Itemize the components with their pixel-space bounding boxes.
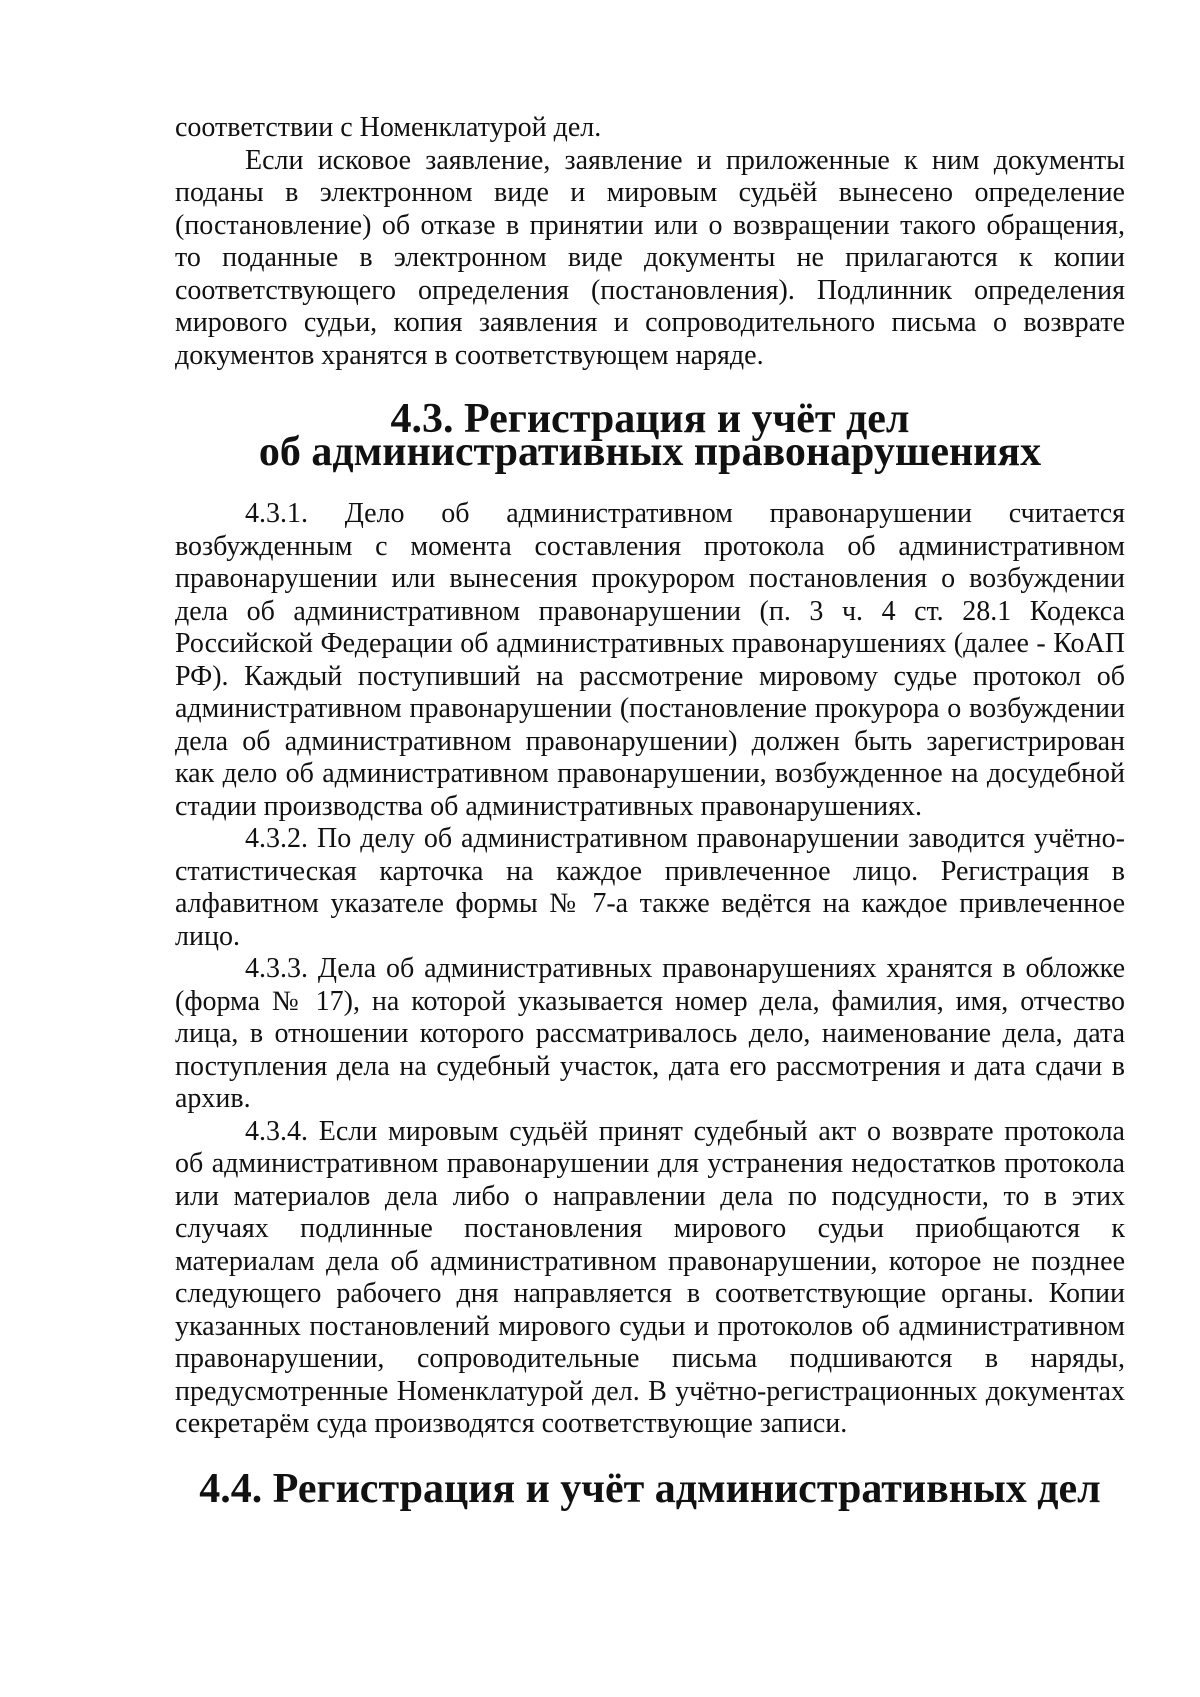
- paragraph-4-3-1: 4.3.1. Дело об административном правонарушении считается возбужденным с момента составления протокола об административном правонарушении или вынесения прокурором постановления о возбуждении дела об административном правонарушении (п. 3 ч. 4 ст. 28.1 Кодекса Российской Федерации об административных правонарушениях (далее - КоАП РФ). Каждый поступивший на рассмотрение мировому судье протокол об административном правонарушении (постановление прокурора о возбуждении дела об административном правонарушении) должен быть зарегистрирован как дело об административном правонарушении, возбужденное на досудебной стадии производства об административных правонарушениях.: [175, 498, 1125, 822]
- document-page: [175, 112, 1125, 1512]
- paragraph-4-3-4: 4.3.4. Если мировым судьёй принят судебный акт о возврате протокола об административном правонарушении для устранения недостатков протокола или материалов дела либо о направлении дела по подсудности, то в этих случаях подлинные постановления мирового судьи приобщаются к материалам дела об административном правонарушении, которое не позднее следующего рабочего дня направляется в соответствующие органы. Копии указанных постановлений мирового судьи и протоколов об административном правонарушении, сопроводительные письма подшиваются в наряды, предусмотренные Номенклатурой дел. В учётно-регистрационных документах секретарём суда производятся соответствующие записи.: [175, 1115, 1125, 1439]
- section-heading-4-3: [175, 396, 1125, 475]
- paragraph-4-3-2: 4.3.2. По делу об административном правонарушении заводится учётно-статистическая карточка на каждое привлеченное лицо. Регистрация в алфавитном указателе формы № 7-а также ведётся на каждое привлеченное лицо.: [175, 823, 1125, 952]
- section-heading-4-3-line1: 4.3. Регистрация и учёт дел: [390, 396, 910, 442]
- section-heading-4-4: 4.4. Регистрация и учёт административных дел: [199, 1465, 1101, 1512]
- section-heading-4-3-line2: об административных правонарушениях: [258, 428, 1042, 475]
- paragraph-4-3-3: 4.3.3. Дела об административных правонарушениях хранятся в обложке (форма № 17), на которой указывается номер дела, фамилия, имя, отчество лица, в отношении которого рассматривалось дело, наименование дела, дата поступления дела на судебный участок, дата его рассмотрения и дата сдачи в архив.: [175, 953, 1125, 1114]
- paragraph-continuation: соответствии с Номенклатурой дел.: [175, 112, 602, 143]
- paragraph-electronic-filing: Если исковое заявление, заявление и приложенные к ним документы поданы в электронном виде и мировым судьёй вынесено определение (постановление) об отказе в принятии или о возвращении такого обращения, то поданные в электронном виде документы не прилагаются к копии соответствующего определения (постановления). Подлинник определения мирового судьи, копия заявления и сопроводительного письма о возврате документов хранятся в соответствующем наряде.: [175, 144, 1125, 371]
